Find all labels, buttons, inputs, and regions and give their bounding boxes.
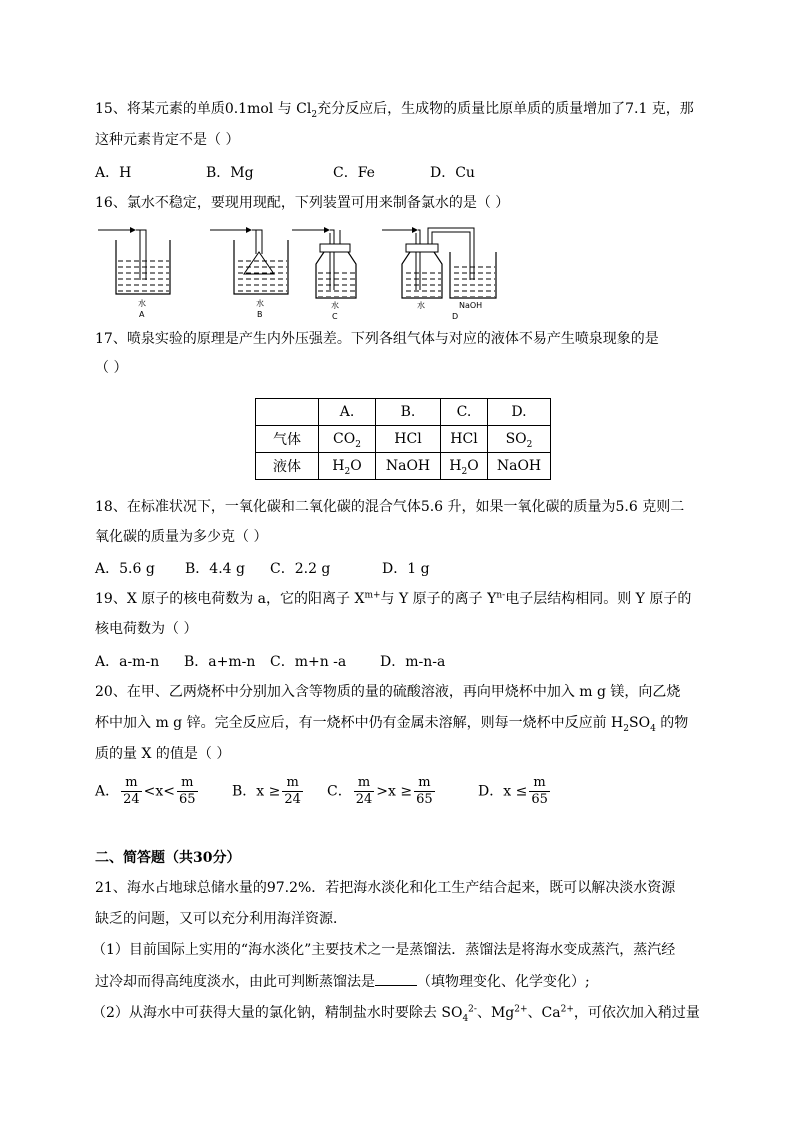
q19-option-a: A．a-m-n bbox=[95, 654, 160, 670]
q15-line2: 这种元素肯定不是（ ） bbox=[95, 132, 240, 148]
q20-option-d: D．x ≤ $\frac{m}{65}$ bbox=[478, 775, 548, 807]
q17-table bbox=[255, 398, 551, 480]
q19-option-b: B．a+m-n bbox=[184, 654, 256, 670]
q18-option-c: C．2.2 g bbox=[270, 561, 331, 577]
table-header-a: A. bbox=[319, 399, 376, 426]
q16-stem: 16、氯水不稳定，要现用现配，下列装置可用来制备氯水的是（ ） bbox=[95, 195, 510, 211]
liquid-label: 液体 bbox=[256, 453, 319, 480]
table-row bbox=[256, 426, 551, 453]
q21-sub1-line1: （1）目前国际上实用的“海水淡化”主要技术之一是蒸馏法．蒸馏法是将海水变成蒸汽，蒸汽经 bbox=[92, 942, 676, 958]
q21-sub2: （2）从海水中可获得大量的氯化钠，精制盐水时要除去 $SO_4^{2-}$、$Mg^{2+}$、$Ca^{2+}$，可依次加入稍过量 bbox=[92, 1004, 700, 1024]
apparatus-d bbox=[382, 227, 496, 321]
q20-option-b: B．x ≥ $\frac{m}{24}$ bbox=[232, 775, 301, 807]
q21-line2: 缺乏的问题，又可以充分利用海洋资源． bbox=[95, 911, 347, 927]
q18-option-b: B．4.4 g bbox=[185, 561, 245, 577]
section-heading: 二、简答题（共30分） bbox=[95, 850, 241, 866]
liquid-a: $H_2O$ bbox=[319, 453, 376, 480]
q19-option-c: C．m+n -a bbox=[270, 654, 347, 670]
q16-apparatus-figure bbox=[94, 222, 524, 322]
q19-line2: 核电荷数为（ ） bbox=[95, 621, 198, 637]
table-header-b: B. bbox=[376, 399, 441, 426]
table-row bbox=[256, 453, 551, 480]
apparatus-c-letter: C bbox=[332, 312, 338, 321]
apparatus-a-liquid: 水 bbox=[138, 299, 146, 308]
apparatus-b-letter: B bbox=[257, 310, 263, 319]
q20-line2: 杯中加入 m g 锌。完全反应后，有一烧杯中仍有金属未溶解，则每一烧杯中反应前 $H_2SO_4$ 的物 bbox=[95, 715, 689, 734]
q19-line1: 19、X 原子的核电荷数为 a，它的阳离子 $X^{m+}$与 Y 原子的离子 $Y^{n-}$电子层结构相同。则 Y 原子的 bbox=[95, 590, 692, 607]
q15-line1 bbox=[95, 99, 694, 119]
apparatus-c-liquid: 水 bbox=[331, 301, 339, 310]
apparatus-b-liquid: 水 bbox=[256, 299, 264, 308]
table-header-c: C. bbox=[441, 399, 488, 426]
apparatus-b bbox=[210, 227, 288, 319]
gas-label: 气体 bbox=[256, 426, 319, 453]
apparatus-d-liquid: 水 bbox=[417, 301, 425, 310]
q15-sub: 2 bbox=[311, 109, 318, 120]
q18-option-a: A．5.6 g bbox=[95, 561, 155, 577]
q20-option-c: C． $\frac{m}{24}$ >x ≥ $\frac{m}{65}$ bbox=[327, 775, 433, 807]
apparatus-c bbox=[292, 227, 356, 321]
table-row bbox=[256, 399, 551, 426]
apparatus-d-letter: D bbox=[452, 312, 459, 321]
apparatus-naoh-liquid: NaOH bbox=[459, 301, 483, 310]
table-cell bbox=[256, 399, 319, 426]
q20-line3: 质的量 X 的值是（ ） bbox=[95, 746, 231, 762]
q20-option-a: A． $\frac{m}{24}$ <x< $\frac{m}{65}$ bbox=[95, 775, 196, 807]
q18-line1: 18、在标准状况下，一氧化碳和二氧化碳的混合气体5.6 升，如果一氧化碳的质量为5.6 克则二 bbox=[95, 499, 685, 515]
gas-a: $CO_2$ bbox=[319, 426, 376, 453]
q17-line1: 17、喷泉实验的原理是产生内外压强差。下列各组气体与对应的液体不易产生喷泉现象的是 bbox=[95, 331, 659, 347]
q19-option-d: D．m-n-a bbox=[380, 654, 446, 670]
q21-sub1-line2: 过冷却而得高纯度淡水，由此可判断蒸馏法是 （填物理变化、化学变化）; bbox=[95, 971, 590, 992]
q15-text-a: 15、将某元素的单质0.1mol 与 Cl bbox=[95, 101, 312, 117]
q21-line1: 21、海水占地球总储水量的97.2%．若把海水淡化和化工生产结合起来，既可以解决淡水资源 bbox=[95, 880, 676, 896]
answer-blank[interactable] bbox=[375, 971, 417, 986]
q18-line2: 氧化碳的质量为多少克（ ） bbox=[95, 529, 268, 545]
table-header-d: D. bbox=[488, 399, 551, 426]
q18-option-d: D．1 g bbox=[382, 561, 430, 577]
gas-c: HCl bbox=[441, 426, 488, 453]
q15-option-d: D．Cu bbox=[430, 165, 475, 181]
q20-line1: 20、在甲、乙两烧杯中分别加入含等物质的量的硫酸溶液，再向甲烧杯中加入 m g 镁，向乙烧 bbox=[95, 684, 681, 700]
q15-option-c: C．Fe bbox=[333, 165, 375, 181]
gas-b: HCl bbox=[376, 426, 441, 453]
q15-text-b: 充分反应后，生成物的质量比原单质的质量增加了7.1 克，那 bbox=[317, 101, 694, 117]
liquid-d: NaOH bbox=[488, 453, 551, 480]
liquid-b: NaOH bbox=[376, 453, 441, 480]
liquid-c: $H_2O$ bbox=[441, 453, 488, 480]
apparatus-a-letter: A bbox=[139, 310, 145, 319]
q17-line2: （ ） bbox=[95, 360, 128, 376]
apparatus-a bbox=[98, 227, 170, 319]
gas-d: $SO_2$ bbox=[488, 426, 551, 453]
q15-option-a: A．H bbox=[95, 165, 132, 181]
q15-option-b: B．Mg bbox=[206, 165, 254, 181]
